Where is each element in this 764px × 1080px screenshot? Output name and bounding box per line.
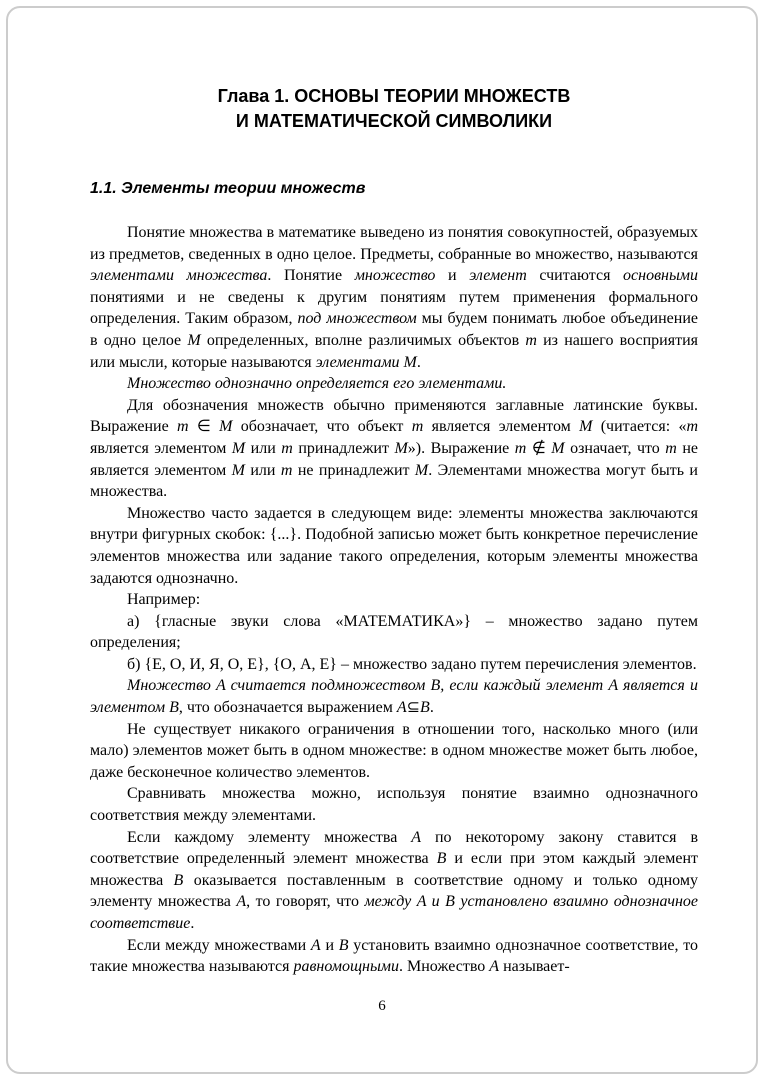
paragraph: Множество A считается подмножеством B, если каждый элемент A является и элементом B, что обозначается выражением A⊆B.: [90, 677, 698, 717]
paragraph: а) {гласные звуки слова «МАТЕМАТИКА»} – множество задано путем определения;: [90, 612, 698, 652]
paragraph: Например:: [127, 591, 201, 609]
chapter-title-line2: И МАТЕМАТИЧЕСКОЙ СИМВОЛИКИ: [235, 111, 553, 131]
chapter-title-line1: Глава 1. ОСНОВЫ ТЕОРИИ МНОЖЕСТВ: [217, 86, 571, 106]
page-content: [90, 84, 698, 978]
paragraph: Для обозначения множеств обычно применяются заглавные латинские буквы. Выражение m ∈ M обозначает, что объект m является элементом M (читается: «m является элементом M или m принадлежит M»). Выражение m ∉ M означает, что m не является элементом M или m не принадлежит M. Элементами множества могут быть и множества.: [90, 396, 699, 501]
paragraph: Сравнивать множества можно, используя понятие взаимно однозначного соответствия между элементами.: [90, 785, 698, 825]
body-text: [90, 222, 698, 978]
paragraph: б) {Е, О, И, Я, О, Е}, {О, А, Е} – множество задано путем перечисления элементов.: [127, 655, 697, 673]
paragraph: Понятие множества в математике выведено из понятия совокупностей, образуемых из предметов, сведенных в одно целое. Предметы, собранные во множество, называются элементами множества. Понятие множество и элемент считаются основными понятиями и не сведены к другим понятиям путем применения формального определения. Таким образом, под множеством мы будем понимать любое объединение в одно целое M определенных, вполне различимых объектов m из нашего восприятия или мысли, которые называются элементами M.: [90, 224, 699, 371]
paragraph: Не существует никакого ограничения в отношении того, насколько много (или мало) элементов может быть в одном множестве: в одном множестве может быть любое, даже бесконечное количество элементов.: [90, 720, 698, 781]
paragraph: Множество часто задается в следующем виде: элементы множества заключаются внутри фигурных скобок: {...}. Подобной записью может быть конкретное перечисление элементов множества или задание такого определения, которым элементы множества задаются однозначно.: [90, 504, 698, 587]
paragraph: Множество однозначно определяется его элементами.: [127, 375, 507, 393]
paragraph: Если каждому элементу множества A по некоторому закону ставится в соответствие определенный элемент множества B и если при этом каждый элемент множества B оказывается поставленным в соответствие одному и только одному элементу множества A, то говорят, что между A и B установлено взаимно однозначное соответствие.: [90, 828, 699, 932]
section-heading: 1.1. Элементы теории множеств: [90, 180, 366, 197]
chapter-title: [90, 84, 698, 134]
page-number: 6: [378, 998, 386, 1014]
paragraph: Если между множествами A и B установить взаимно однозначное соответствие, то такие множества называются равномощными. Множество A называет-: [90, 936, 699, 976]
